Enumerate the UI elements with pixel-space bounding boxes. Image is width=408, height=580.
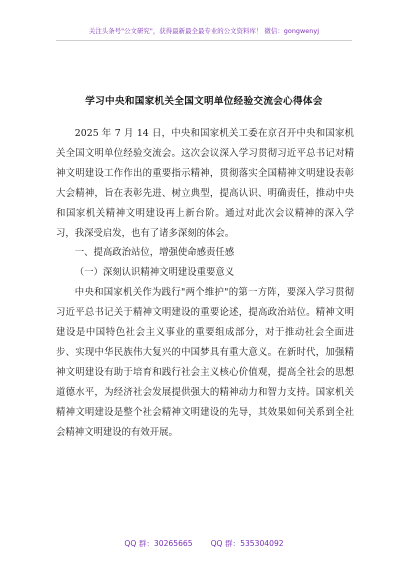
section-heading-1: 一、提高政治站位，增强使命感责任感 — [74, 247, 235, 259]
document-title: 学习中央和国家机关全国文明单位经验交流会心得体会 — [85, 96, 323, 107]
header-divider — [56, 40, 352, 41]
intro-paragraph: 2025 年 7 月 14 日，中央和国家机关工委在京召开中央和国家机关全国文明单位经验交流会。这次会议深入学习贯彻习近平总书记对精神文明建设工作作出的重要指示精神，贯彻落实全国精神文明建设表彰大会精神，旨在表彰先进、树立典型，提高认识、明确责任，推动中央和国家机关精神文明建设再上新台阶。通过对此次会议精神的深入学习，我深受启发，也有了诸多深刻的体会。 — [56, 128, 354, 239]
footer-qq-group-2: QQ 群：535304092 — [210, 539, 284, 548]
subsection-heading-1: （一）深刻认识精神文明建设重要意义 — [74, 267, 235, 279]
body-paragraph: 中央和国家机关作为践行"两个维护"的第一方阵，要深入学习贯彻习近平总书记关于精神文明建设的重要论述，提高政治站位。精神文明建设是中国特色社会主义事业的重要组成部分，对于推动社会全面进步、实现中华民族伟大复兴的中国梦具有重大意义。在新时代，加强精神文明建设有助于培育和践行社会主义核心价值观，提高全社会的思想道德水平，为经济社会发展提供强大的精神动力和智力支持。国家机关精神文明建设是整个社会精神文明建设的先导，其效果如何关系到全社会精神文明建设的有效开展。 — [56, 287, 354, 438]
document-body — [56, 124, 354, 443]
footer — [0, 538, 408, 549]
header-banner: 关注头条号"公文研究"，获得最新最全最专业的公文资料库！ 微信：gongwenyj — [88, 27, 320, 35]
footer-qq-group-1: QQ 群：30265665 — [124, 539, 193, 548]
